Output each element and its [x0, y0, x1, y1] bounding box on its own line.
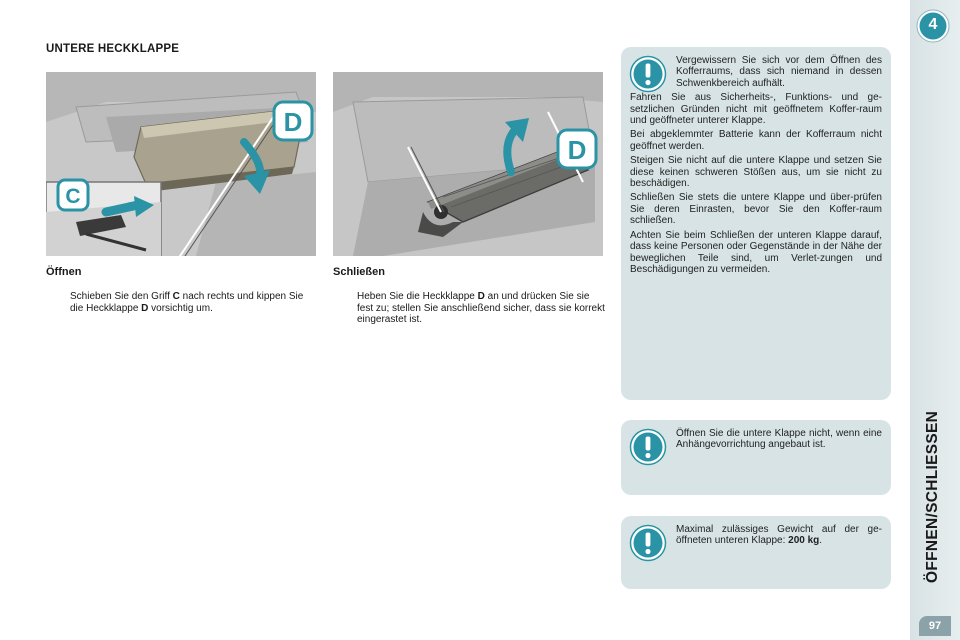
tailgate-open-illustration: [46, 72, 316, 256]
note-paragraph: Vergewissern Sie sich vor dem Öffnen des Kofferraums, dass sich niemand in dessen Schwenkbereich aufhält.: [676, 55, 882, 89]
note-text: Öffnen Sie die untere Klappe nicht, wenn eine Anhängevorrichtung angebaut ist.: [676, 428, 882, 451]
warning-note-safety: [621, 47, 891, 400]
warning-note-towbar: [621, 420, 891, 495]
close-step: [333, 291, 605, 326]
open-step-text: Schieben Sie den Griff C nach rechts und kippen Sie die Heckklappe D vorsichtig um.: [70, 291, 304, 314]
callout-c: C: [65, 185, 81, 208]
warning-note-max-load: [621, 516, 891, 589]
warning-icon: [629, 55, 667, 93]
callout-d: D: [283, 107, 303, 137]
note-paragraph: Bei abgeklemmter Batterie kann der Kofferraum nicht geöffnet werden.: [630, 129, 882, 152]
page-number: 97: [919, 616, 951, 636]
chapter-number: 4: [928, 16, 938, 33]
warning-icon: [629, 524, 667, 562]
close-heading: Schließen: [333, 266, 385, 278]
section-title: UNTERE HECKKLAPPE: [46, 43, 180, 55]
open-heading: Öffnen: [46, 266, 82, 278]
close-step-text: Heben Sie die Heckklappe D an und drücken Sie sie fest zu; stellen Sie anschließend sicher, dass sie korrekt eingerastet ist.: [357, 291, 605, 325]
warning-icon: [629, 428, 667, 466]
open-step: [46, 291, 318, 314]
note-text: Maximal zulässiges Gewicht auf der ge-öffneten unteren Klappe: 200 kg.: [676, 524, 882, 547]
callout-d: D: [567, 135, 587, 165]
tailgate-close-illustration: [333, 72, 603, 256]
note-paragraph: Schließen Sie stets die untere Klappe und über-prüfen Sie deren Einrasten, bevor Sie den Koffer-raum schließen.: [630, 192, 882, 227]
note-paragraph: Steigen Sie nicht auf die untere Klappe und setzen Sie diese keinen schweren Stößen aus, um sie nicht zu beschädigen.: [630, 155, 882, 190]
chapter-title: ÖFFNEN/SCHLIESSEN: [924, 410, 941, 583]
note-paragraph: Fahren Sie aus Sicherheits-, Funktions- und ge-setzlichen Gründen nicht mit geöffnetem Koffer-raum und geöffneter unterer Klappe.: [630, 92, 882, 127]
note-paragraph: Achten Sie beim Schließen der unteren Klappe darauf, dass keine Personen oder Gegenstände in der Nähe der beweglichen Teile sind, um Verlet-zungen und Beschädigungen zu vermeiden.: [630, 229, 882, 275]
